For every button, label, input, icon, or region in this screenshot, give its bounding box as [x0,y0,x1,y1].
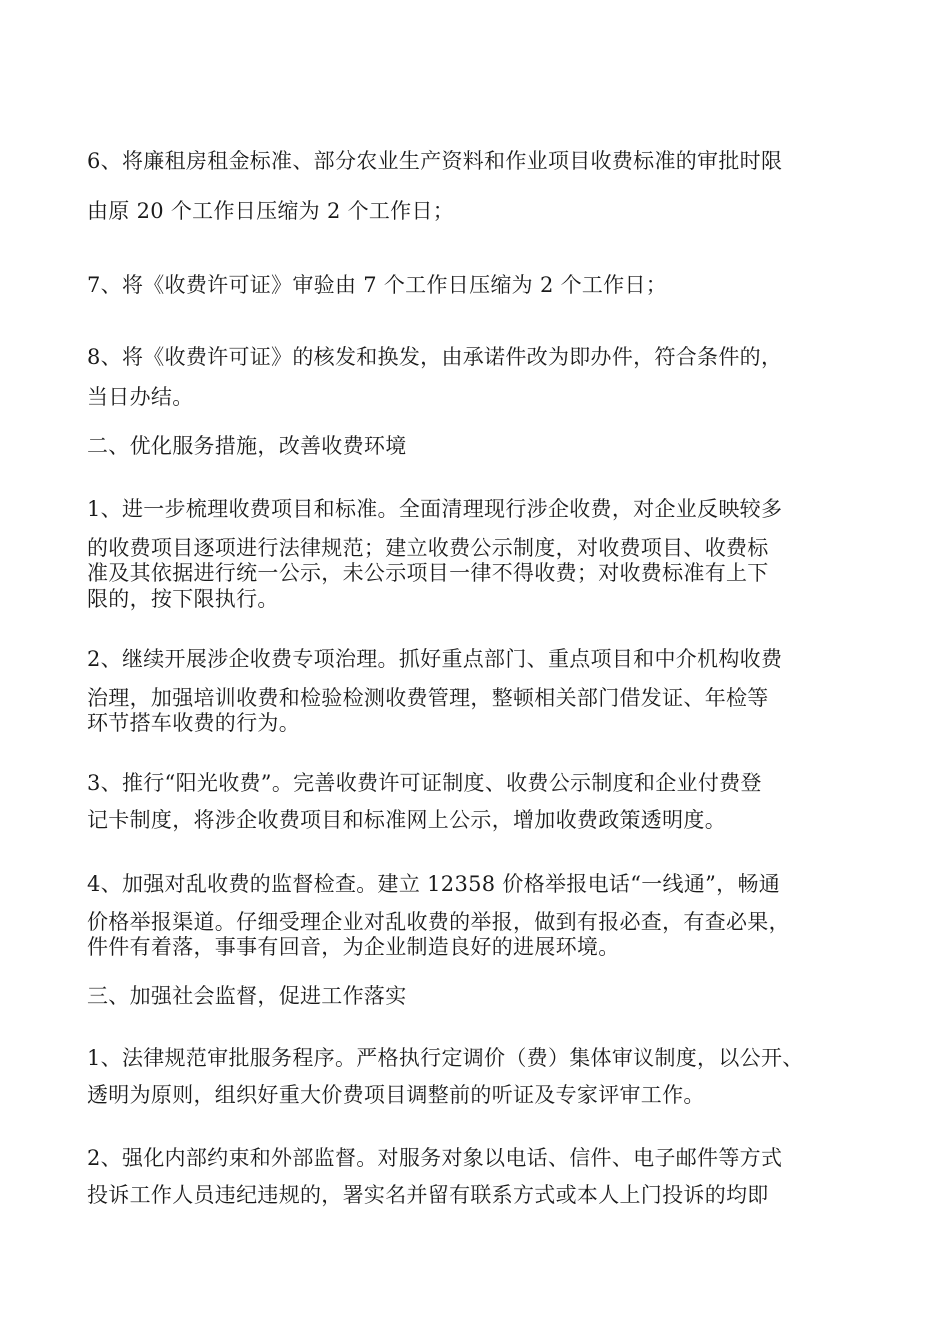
text-line: 透明为原则，组织好重大价费项目调整前的听证及专家评审工作。 [87,1083,705,1107]
text-line: 准及其依据进行统一公示，未公示项目一律不得收费；对收费标准有上下 [87,561,769,585]
text-line: 4、加强对乱收费的监督检查。建立 12358 价格举报电话“一线通”，畅通 [87,872,781,896]
text-line: 件件有着落，事事有回音，为企业制造良好的进展环境。 [87,935,620,959]
text-line: 治理，加强培训收费和检验检测收费管理，整顿相关部门借发证、年检等 [87,686,769,710]
text-line: 价格举报渠道。仔细受理企业对乱收费的举报，做到有报必查，有查必果， [87,910,790,934]
text-line: 由原 20 个工作日压缩为 2 个工作日； [87,199,455,223]
text-line: 2、强化内部约束和外部监督。对服务对象以电话、信件、电子邮件等方式 [87,1146,783,1170]
section-heading: 二、优化服务措施，改善收费环境 [87,434,407,458]
text-line: 限的，按下限执行。 [87,587,279,611]
text-line: 环节搭车收费的行为。 [87,711,300,735]
section-heading: 三、加强社会监督，促进工作落实 [87,984,407,1008]
text-line: 记卡制度，将涉企收费项目和标准网上公示，增加收费政策透明度。 [87,808,726,832]
text-line: 当日办结。 [87,385,194,409]
text-line: 投诉工作人员违纪违规的，署实名并留有联系方式或本人上门投诉的均即 [87,1183,769,1207]
text-line: 2、继续开展涉企收费专项治理。抓好重点部门、重点项目和中介机构收费 [87,647,783,671]
text-line: 7、将《收费许可证》审验由 7 个工作日压缩为 2 个工作日； [87,273,668,297]
text-line: 1、进一步梳理收费项目和标准。全面清理现行涉企收费，对企业反映较多 [87,497,783,521]
text-line: 1、法律规范审批服务程序。严格执行定调价（费）集体审议制度，以公开、 [87,1046,804,1070]
text-line: 8、将《收费许可证》的核发和换发，由承诺件改为即办件，符合条件的， [87,345,783,369]
text-line: 的收费项目逐项进行法律规范；建立收费公示制度，对收费项目、收费标 [87,536,769,560]
text-line: 6、将廉租房租金标准、部分农业生产资料和作业项目收费标准的审批时限 [87,149,783,173]
text-line: 3、推行“阳光收费”。完善收费许可证制度、收费公示制度和企业付费登 [87,771,762,795]
